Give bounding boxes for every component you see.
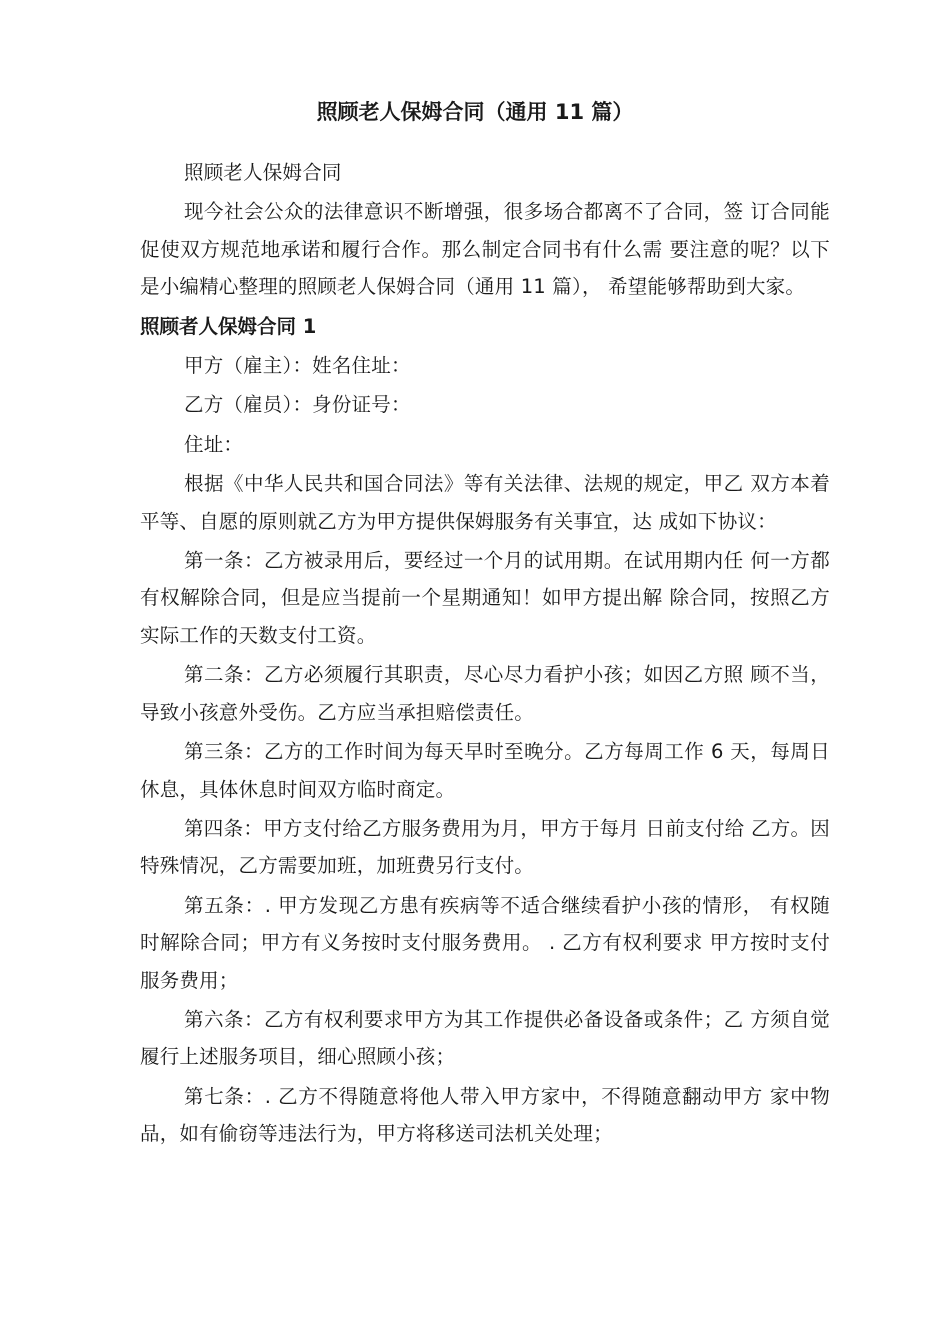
article-2: 第二条：乙方必须履行其职责，尽心尽力看护小孩；如因乙方照 顾不当，导致小孩意外受伤。乙方应当承担赔偿责任。 bbox=[140, 663, 830, 724]
section-heading: 照顾者人保姆合同 1 bbox=[140, 314, 317, 338]
party-a-line: 甲方（雇主）：姓名住址： bbox=[184, 354, 411, 378]
preamble-paragraph: 根据《中华人民共和国合同法》等有关法律、法规的规定，甲乙 双方本着平等、自愿的原则就乙方为甲方提供保姆服务有关事宜，达 成如下协议： bbox=[140, 472, 830, 533]
article-1: 第一条：乙方被录用后，要经过一个月的试用期。在试用期内任 何一方都有权解除合同，但是应当提前一个星期通知！如甲方提出解 除合同，按照乙方实际工作的天数支付工资。 bbox=[140, 549, 830, 647]
article-5: 第五条：. 甲方发现乙方患有疾病等不适合继续看护小孩的情形， 有权随时解除合同；甲方有义务按时支付服务费用。 . 乙方有权利要求 甲方按时支付服务费用； bbox=[140, 893, 830, 992]
document-body bbox=[140, 154, 830, 1155]
document-title: 照顾老人保姆合同（通用 11 篇） bbox=[316, 100, 634, 124]
intro-title: 照顾老人保姆合同 bbox=[184, 161, 342, 184]
intro-paragraph: 现今社会公众的法律意识不断增强，很多场合都离不了合同，签 订合同能促使双方规范地承诺和履行合作。那么制定合同书有什么需 要注意的呢？以下是小编精心整理的照顾老人保姆合同（通用 11 篇）， 希望能够帮助到大家。 bbox=[140, 200, 830, 299]
party-b-line: 乙方（雇员）：身份证号： bbox=[184, 393, 411, 417]
article-6: 第六条：乙方有权利要求甲方为其工作提供必备设备或条件；乙 方须自觉履行上述服务项目，细心照顾小孩； bbox=[140, 1007, 830, 1069]
article-7: 第七条：. 乙方不得随意将他人带入甲方家中，不得随意翻动甲方 家中物品，如有偷窃等违法行为，甲方将移送司法机关处理； bbox=[140, 1084, 830, 1146]
article-3: 第三条：乙方的工作时间为每天早时至晚分。乙方每周工作 6 天，每周日休息，具体休息时间双方临时商定。 bbox=[140, 740, 830, 801]
address-line: 住址： bbox=[184, 432, 244, 456]
article-4: 第四条：甲方支付给乙方服务费用为月，甲方于每月 日前支付给 乙方。因特殊情况，乙方需要加班，加班费另行支付。 bbox=[140, 816, 830, 878]
